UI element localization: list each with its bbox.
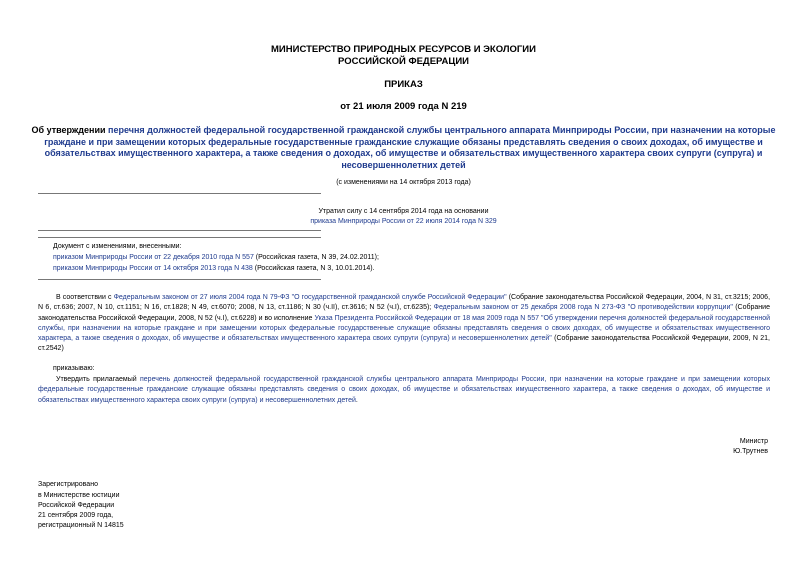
divider	[38, 237, 321, 238]
preamble-paragraph	[38, 293, 770, 355]
lost-force-link[interactable]: приказа Минприроды России от 22 июля 2014 года N 329	[310, 218, 497, 225]
registration-line: 21 сентября 2009 года,	[38, 512, 114, 519]
title-link[interactable]: перечня должностей федеральной государственной гражданской службы центрального аппарата Минприроды России, при назначении на которые граждане и при замещении которых федеральные государственные гражданские служащие обязаны представлять сведения о своих доходах, об имуществе и обязательствах имущественного характера, а также сведения о доходах, об имуществе и обязательствах имущественного характера своих супруги (супруга) и несовершеннолетних детей	[44, 125, 776, 170]
change-source: (Российская газета, N 3, 10.01.2014).	[252, 265, 375, 272]
change-item	[53, 253, 379, 263]
law-79-link[interactable]: Федеральным законом от 27 июля 2004 года N 79-ФЗ "О государственной гражданской службе Российской Федерации"	[113, 294, 507, 301]
changes-heading: Документ с изменениями, внесенными:	[53, 243, 182, 250]
order-word: приказываю:	[53, 365, 95, 372]
preamble-text: (Собрание законодательства Российской Федерации, 2009, N 21, ст.2542)	[38, 335, 770, 353]
document-date-number: от 21 июля 2009 года N 219	[340, 101, 467, 112]
ministry-name-line2: РОССИЙСКОЙ ФЕДЕРАЦИИ	[337, 56, 469, 67]
approved-list-link[interactable]: перечень должностей федеральной государственной гражданской службы центрального аппарата Минприроды России, при назначении на которые граждане и при замещении которых федеральные государственные гражданские служащие обязаны представлять сведения о своих доходах, об имуществе и обязательствах имущественного характера, а также сведения о доходах, об имуществе и обязательствах имущественного характера своих супруги (супруга) и несовершеннолетних детей	[38, 376, 771, 404]
divider	[38, 230, 321, 231]
decree-557-link[interactable]: Указа Президента Российской Федерации от 18 мая 2009 года N 557 "Об утверждении перечня должностей федеральной государственной службы, при назначении на которые граждане и при замещении которых федеральные государственные служащие обязаны представлять сведения о своих доходах, об имуществе и обязательствах имущественного характера, а также сведения о доходах, об имуществе и обязательствах имущественного характера своих супруги (супруга) и несовершеннолетних детей"	[38, 314, 770, 343]
ministry-name-line1: МИНИСТЕРСТВО ПРИРОДНЫХ РЕСУРСОВ И ЭКОЛОГИИ	[271, 44, 536, 55]
preamble-text: (Собрание законодательства Российской Федерации, 2008, N 52 (ч.I), ст.6228) и во исполнение	[38, 304, 770, 322]
preamble-text: (Собрание законодательства Российской Федерации, 2004, N 31, ст.3215; 2006, N 6, ст.636; 2007, N 10, ст.1151; N 16, ст.1828; N 49, ст.6070; 2008, N 13, ст.1186; N 30 (ч.II), ст.3616; N 52 (ч.I), ст.6235);	[38, 294, 771, 312]
signature-role: Министр	[739, 438, 768, 445]
approve-paragraph	[38, 375, 770, 406]
registration-line: регистрационный N 14815	[38, 522, 124, 529]
change-source: (Российская газета, N 39, 24.02.2011);	[253, 254, 379, 261]
registration-line: Российской Федерации	[38, 502, 115, 509]
divider	[38, 279, 321, 280]
title-prefix: Об утверждении	[31, 125, 109, 135]
change-link[interactable]: приказом Минприроды России от 22 декабря 2010 года N 557	[53, 254, 254, 261]
change-link[interactable]: приказом Минприроды России от 14 октября 2013 года N 438	[53, 265, 253, 272]
divider	[38, 193, 321, 194]
signature-name: Ю.Трутнев	[733, 448, 768, 455]
registration-line: Зарегистрировано	[38, 481, 98, 488]
document-type: ПРИКАЗ	[384, 79, 423, 90]
registration-line: в Министерстве юстиции	[38, 492, 120, 499]
preamble-text: В соответствии с	[56, 294, 114, 301]
approve-text: .	[355, 396, 358, 404]
amendments-note: (с изменениями на 14 октября 2013 года)	[336, 179, 471, 186]
change-item	[53, 264, 375, 274]
law-273-link[interactable]: Федеральным законом от 25 декабря 2008 года N 273-ФЗ "О противодействии коррупции"	[433, 304, 733, 312]
lost-force-text: Утратил силу с 14 сентября 2014 года на основании	[318, 208, 489, 215]
approve-text: Утвердить прилагаемый	[56, 376, 140, 383]
document-title	[30, 125, 777, 171]
